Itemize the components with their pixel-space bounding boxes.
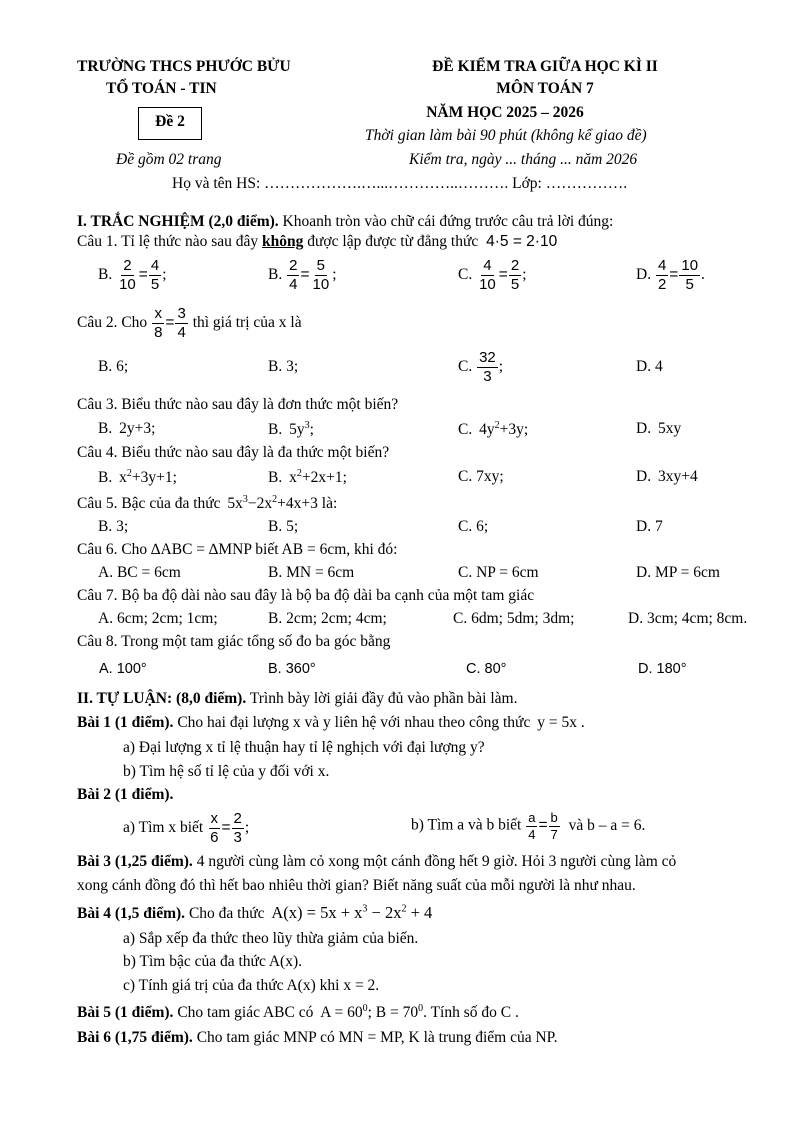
exam-date: Kiểm tra, ngày ... tháng ... năm 2026: [409, 151, 638, 168]
time-note: Thời gian làm bài 90 phút (không kể giao đề): [365, 127, 647, 144]
part1-instruction: Khoanh tròn vào chữ cái đứng trước câu trả lời đúng:: [282, 213, 614, 230]
denominator: 10: [479, 275, 496, 293]
q1-option-b: B. $\frac{2}{4}$ = $\frac{5}{10}$ ;: [268, 257, 337, 293]
formula: y = 5x .: [537, 714, 585, 731]
question-4: Câu 4. Biểu thức nào sau đây là đa thức một biến?: [77, 444, 390, 461]
student-line: Họ và tên HS: ……………….…...…………..………. Lớp: …………….: [172, 175, 628, 192]
exercise-text: b) Tìm a và b biết: [411, 816, 522, 834]
option-label: C.: [458, 265, 473, 283]
school-name: TRƯỜNG THCS PHƯỚC BỬU: [77, 58, 291, 75]
option-label: D.: [636, 468, 652, 485]
denominator: 10: [119, 275, 136, 293]
part1-heading-line: [77, 213, 613, 231]
fraction: [311, 258, 332, 293]
denominator: 10: [312, 275, 330, 293]
exercise-text: a) Tìm x biết: [123, 818, 204, 836]
q2-option-b: B. 3;: [268, 358, 299, 375]
term-base: 5y: [289, 421, 305, 439]
numerator: 4: [150, 257, 160, 274]
option-label: B.: [268, 469, 283, 487]
exercise-4c: c) Tính giá trị của đa thức A(x) khi x = 2.: [123, 977, 380, 994]
exercise-4a: a) Sắp xếp đa thức theo lũy thừa giảm của biến.: [123, 930, 419, 947]
option-label: B.: [268, 421, 283, 439]
exercise-label: Bài 1 (1 điểm).: [77, 714, 174, 731]
denominator: 8: [154, 323, 163, 341]
numerator: 4: [657, 257, 667, 274]
term: A = 60: [320, 1004, 363, 1022]
exercise-1a: a) Đại lượng x tỉ lệ thuận hay tỉ lệ nghịch với đại lượng y?: [123, 739, 485, 756]
q3-option-c: [458, 420, 528, 439]
question-8: Câu 8. Trong một tam giác tổng số đo ba góc bằng: [77, 633, 391, 650]
q2-option-d: D. 4: [636, 358, 663, 375]
exponent: 0: [362, 1003, 368, 1014]
q5-option-c: C. 6;: [458, 518, 489, 535]
option-text: 2y+3;: [119, 420, 156, 437]
denominator: 5: [510, 275, 520, 293]
page-count: Đề gồm 02 trang: [116, 151, 222, 168]
fraction: [117, 258, 138, 293]
exercise-label: Bài 6 (1,75 điểm).: [77, 1029, 193, 1046]
exponent: 2: [296, 468, 302, 479]
fraction: [208, 811, 220, 846]
q3-option-b: [268, 420, 314, 439]
option-label: B.: [98, 420, 113, 437]
question-7: Câu 7. Bộ ba độ dài nào sau đây là bộ ba độ dài ba cạnh của một tam giác: [77, 587, 535, 604]
exercise-6: [77, 1029, 557, 1047]
fraction: [679, 258, 700, 293]
option-label: C.: [458, 421, 473, 439]
exercise-2-label: Bài 2 (1 điểm).: [77, 786, 174, 803]
q8-option-a: A. 100°: [99, 661, 147, 677]
q8-option-d: D. 180°: [638, 661, 687, 677]
option-end: +3y;: [499, 421, 529, 439]
exercise-text: . Tính số đo C .: [423, 1004, 519, 1022]
question-6: Câu 6. Cho ∆ABC = ∆MNP biết AB = 6cm, khi đó:: [77, 541, 398, 558]
option-text: 5xy: [657, 420, 682, 437]
fraction: [287, 258, 299, 293]
q1-emphasis: không: [262, 233, 304, 250]
option-end: +2x+1;: [301, 469, 347, 487]
q6-option-c: C. NP = 6cm: [458, 564, 539, 581]
exponent: 3: [242, 494, 248, 505]
q4-option-c: C. 7xy;: [458, 468, 504, 485]
school-year: NĂM HỌC 2025 – 2026: [426, 104, 584, 121]
exercise-3-line2: xong cánh đồng đó thì hết bao nhiêu thời gian? Biết năng suất của mỗi người là như nhau.: [77, 877, 636, 894]
q4-option-d: [636, 468, 698, 486]
exercise-label: Bài 5 (1 điểm).: [77, 1004, 174, 1022]
question-3: Câu 3. Biểu thức nào sau đây là đơn thức một biến?: [77, 396, 399, 413]
numerator: x: [210, 810, 219, 827]
exercise-label: Bài 3 (1,25 điểm).: [77, 853, 193, 870]
term: ; B = 70: [367, 1004, 419, 1022]
exercise-text: Cho tam giác MNP có MN = MP, K là trung điểm của NP.: [196, 1029, 558, 1046]
fraction: [477, 258, 498, 293]
numerator: 2: [233, 810, 242, 827]
exponent: 3: [304, 420, 310, 431]
term-base: 4y: [479, 421, 495, 439]
exponent: 2: [272, 494, 278, 505]
exercise-2b: b) Tìm a và b biết $\frac{a}{4}$ = $\frac{b}{7}$ và b – a = 6.: [411, 810, 646, 842]
option-label: D.: [636, 265, 652, 283]
denominator: 5: [150, 275, 160, 293]
q8-option-c: C. 80°: [466, 661, 507, 677]
part2-instruction: Trình bày lời giải đầy đủ vào phần bài làm.: [249, 690, 518, 707]
option-text: 3xy+4: [657, 468, 698, 485]
term-base: x: [119, 469, 127, 487]
q4-option-a: [98, 468, 177, 487]
exercise-4b: b) Tìm bậc của đa thức A(x).: [123, 953, 302, 970]
q1-text-post: được lập được từ đẳng thức: [303, 233, 479, 250]
question-2: Câu 2. Cho $\frac{x}{8}$ = $\frac{3}{4}$ thì giá trị của x là: [77, 305, 302, 341]
q5-text-pre: Câu 5. Bậc của đa thức: [77, 495, 221, 513]
q6-option-a: A. BC = 6cm: [98, 564, 181, 581]
term: A(x) = 5x + x: [271, 903, 363, 922]
numerator: x: [154, 305, 162, 322]
denominator: 3: [483, 367, 492, 385]
option-end: ;: [498, 357, 504, 375]
polynomial: [271, 903, 432, 922]
denominator: 7: [550, 826, 558, 842]
option-label: C.: [458, 357, 473, 375]
exam-title: ĐỀ KIỂM TRA GIỮA HỌC KÌ II: [432, 58, 658, 75]
denominator: 5: [685, 275, 694, 293]
option-end: ;: [162, 265, 167, 283]
q3-option-a: [98, 420, 155, 438]
option-end: .: [701, 265, 705, 283]
exam-code: Đề 2: [155, 113, 185, 130]
exercise-3: [77, 853, 676, 871]
numerator: 4: [483, 257, 492, 274]
term: − 2x: [367, 903, 402, 922]
exercise-4: [77, 903, 432, 923]
numerator: b: [550, 810, 558, 825]
option-end: ;: [244, 818, 250, 836]
numerator: 5: [316, 257, 326, 274]
part1-heading: I. TRẮC NGHIỆM (2,0 điểm).: [77, 213, 279, 230]
option-label: B.: [98, 265, 113, 283]
denominator: 2: [657, 275, 667, 293]
numerator: 32: [479, 349, 496, 366]
question-1: [77, 233, 557, 251]
q8-option-b: B. 360°: [268, 661, 316, 677]
q2-option-c: [458, 350, 503, 385]
exercise-text: Cho tam giác ABC có: [177, 1004, 314, 1022]
numerator: 2: [289, 257, 298, 274]
q5-option-a: B. 3;: [98, 518, 129, 535]
q5-option-d: D. 7: [636, 518, 663, 535]
q5-option-b: B. 5;: [268, 518, 299, 535]
fraction: [175, 306, 187, 341]
exponent: 0: [418, 1003, 424, 1014]
exercise-text: Cho đa thức: [188, 905, 265, 922]
fraction: [149, 258, 161, 293]
denominator: 3: [233, 828, 242, 846]
option-label: B.: [268, 265, 283, 283]
denominator: 4: [289, 275, 298, 293]
term-base: x: [289, 469, 297, 487]
denominator: 6: [210, 828, 219, 846]
q2-text-post: thì giá trị của x là: [192, 313, 302, 331]
q6-option-d: D. MP = 6cm: [636, 564, 720, 581]
department: TỔ TOÁN - TIN: [106, 80, 217, 97]
option-end: ;: [309, 421, 314, 439]
q7-option-a: A. 6cm; 2cm; 1cm;: [98, 610, 218, 627]
option-end: ;: [332, 265, 337, 283]
option-label: D.: [636, 420, 652, 437]
exponent: 2: [494, 420, 500, 431]
exercise-5: [77, 1003, 519, 1022]
exercise-1: [77, 714, 585, 732]
fraction: [549, 811, 560, 841]
q1-option-a: B. $\frac{2}{10}$ = $\frac{4}{5}$ ;: [98, 257, 167, 293]
q2-option-a: B. 6;: [98, 358, 129, 375]
exercise-label: Bài 4 (1,5 điểm).: [77, 905, 186, 922]
exponent: 2: [401, 903, 407, 915]
fraction: [526, 811, 537, 841]
fraction: [232, 811, 244, 846]
exercise-2a: a) Tìm x biết $\frac{x}{6}$ = $\frac{2}{3}$ ;: [123, 810, 250, 846]
q7-option-d: D. 3cm; 4cm; 8cm.: [628, 610, 748, 627]
exercise-text: Cho hai đại lượng x và y liên hệ với nhau theo công thức: [177, 714, 531, 731]
term: 5x: [227, 495, 243, 513]
exam-code-box: [138, 107, 202, 140]
q2-text-pre: Câu 2. Cho: [77, 313, 148, 331]
fraction: [509, 258, 521, 293]
q5-text-post: là:: [321, 495, 338, 513]
denominator: 4: [528, 826, 536, 842]
numerator: 2: [510, 257, 520, 274]
exercise-1b: b) Tìm hệ số tỉ lệ của y đối với x.: [123, 763, 330, 780]
option-label: B.: [98, 469, 113, 487]
fraction: [656, 258, 668, 293]
q1-option-d: D. $\frac{4}{2}$ = $\frac{10}{5}$ .: [636, 257, 705, 293]
term: + 4: [406, 903, 433, 922]
fraction: [477, 350, 498, 385]
q6-option-b: B. MN = 6cm: [268, 564, 355, 581]
part2-heading: II. TỰ LUẬN: (8,0 điểm).: [77, 690, 247, 707]
q7-option-b: B. 2cm; 2cm; 4cm;: [268, 610, 387, 627]
q1-text-pre: Câu 1. Tỉ lệ thức nào sau đây: [77, 233, 263, 250]
exponent: 3: [362, 903, 368, 915]
exercise-text: 4 người cùng làm cỏ xong một cánh đồng hết 9 giờ. Hỏi 3 người cùng làm cỏ: [196, 853, 677, 870]
exponent: 2: [126, 468, 132, 479]
option-end: ;: [522, 265, 527, 283]
fraction: [152, 306, 164, 341]
part2-heading-line: [77, 690, 517, 708]
numerator: 2: [123, 257, 132, 274]
subject: MÔN TOÁN 7: [496, 80, 594, 97]
exercise-text: và b – a = 6.: [568, 816, 646, 834]
term: +4x+3: [277, 495, 318, 513]
q7-option-c: C. 6dm; 5dm; 3dm;: [453, 610, 575, 627]
numerator: 3: [177, 305, 186, 322]
term: −2x: [247, 495, 273, 513]
option-end: +3y+1;: [131, 469, 177, 487]
q1-expression: 4·5 = 2·10: [486, 233, 558, 250]
q4-option-b: [268, 468, 347, 487]
angle-formula: [320, 1004, 423, 1021]
q1-option-c: C. $\frac{4}{10}$ = $\frac{2}{5}$ ;: [458, 257, 527, 293]
question-5: [77, 494, 337, 513]
q3-option-d: [636, 420, 681, 438]
numerator: 10: [681, 257, 699, 274]
numerator: a: [528, 810, 536, 825]
denominator: 4: [177, 323, 186, 341]
